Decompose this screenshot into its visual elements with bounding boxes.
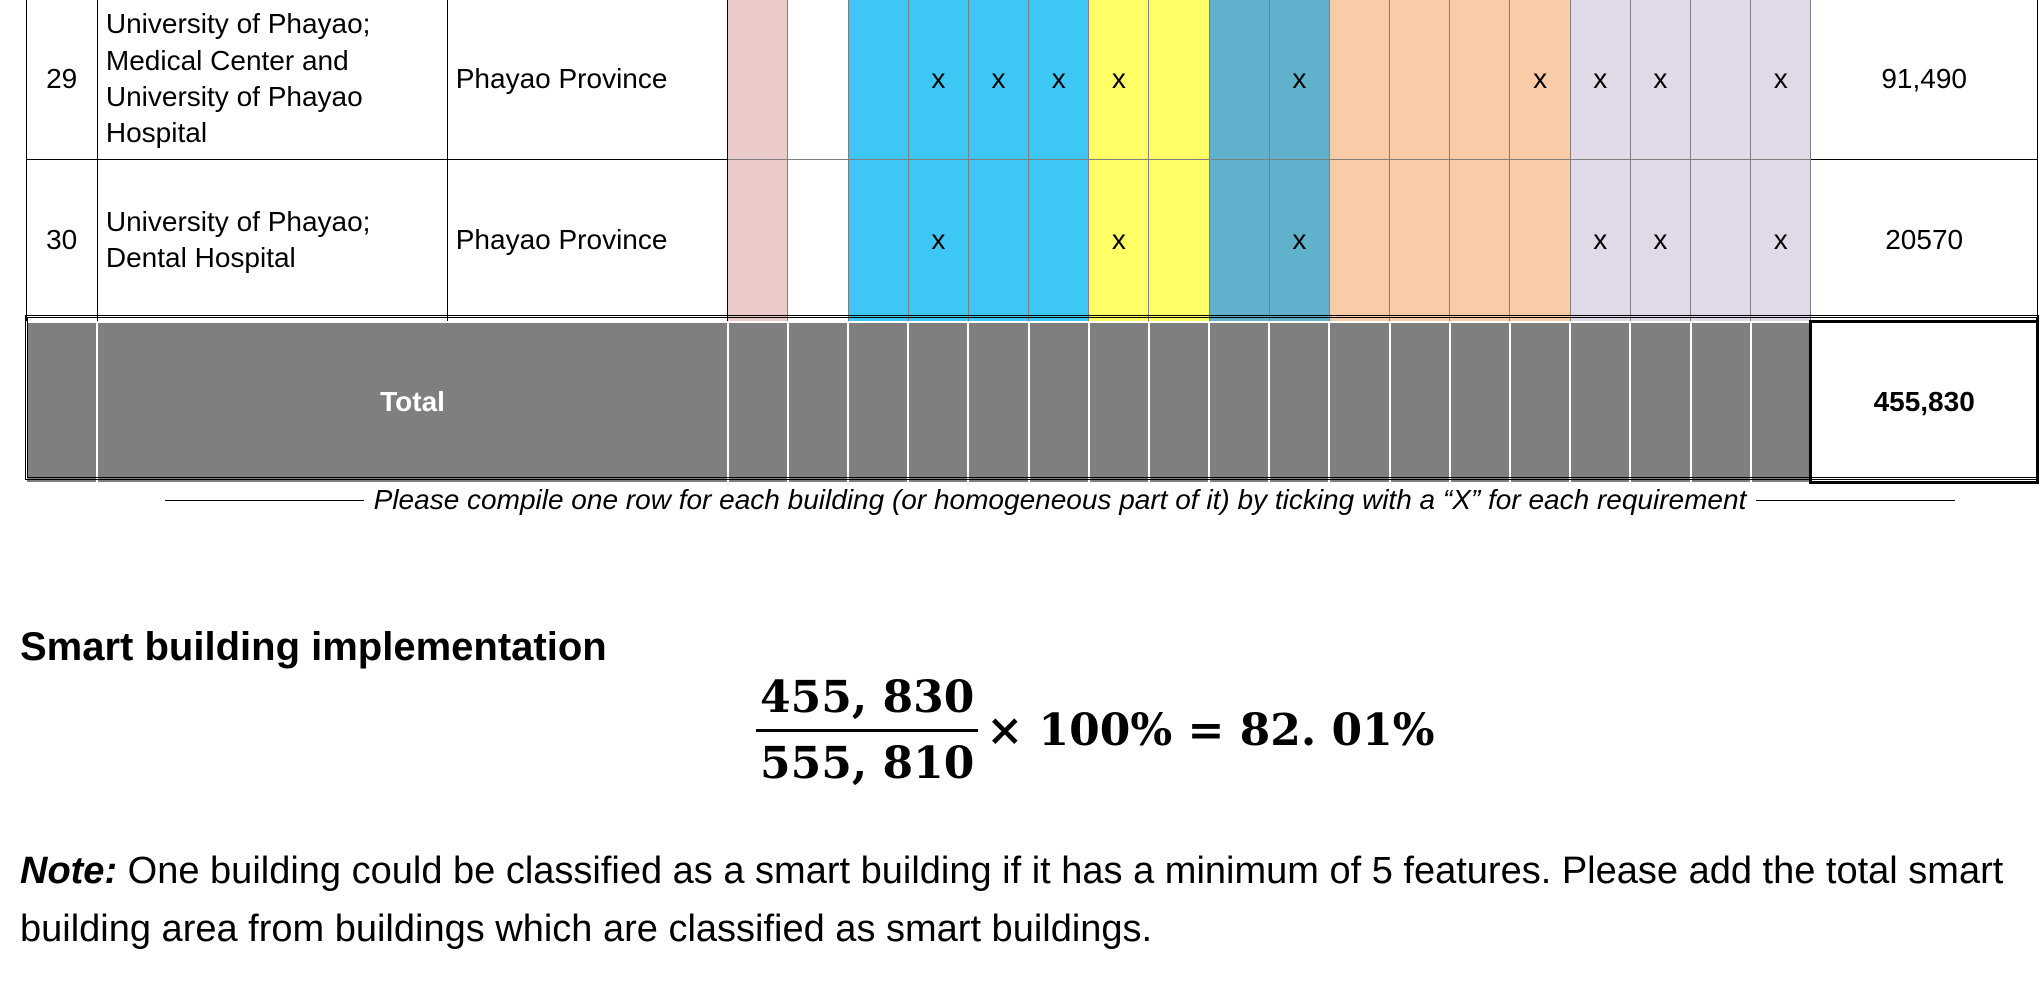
- requirement-cell: [1029, 160, 1089, 322]
- requirement-cell: x: [1751, 160, 1811, 322]
- requirement-cell: [1691, 0, 1751, 160]
- requirement-cell: [1390, 160, 1450, 322]
- requirement-cell: x: [1089, 160, 1149, 322]
- requirement-cell: x: [1570, 0, 1630, 160]
- table-row: [26, 160, 2038, 322]
- caption-rule-right: [1756, 500, 1955, 501]
- requirement-cell: [1329, 0, 1389, 160]
- requirement-cell: [848, 160, 908, 322]
- total-grey-cell: [1691, 322, 1751, 483]
- table-caption: [155, 484, 1965, 516]
- requirement-cell: x: [908, 160, 968, 322]
- requirement-cell: [1450, 160, 1510, 322]
- requirement-cell: [1450, 0, 1510, 160]
- total-grey-cell: [1329, 322, 1389, 483]
- note-text: One building could be classified as a smart building if it has a minimum of 5 features. Please add the total smart building area from buildings which are classified as smart buildings.: [20, 850, 2004, 950]
- total-blank-cell: [26, 322, 97, 483]
- building-name: University of Phayao; Dental Hospital: [97, 160, 447, 322]
- building-location: Phayao Province: [447, 0, 728, 160]
- caption-text: Please compile one row for each building (or homogeneous part of it) by ticking with a “X” for each requirement: [373, 484, 1747, 515]
- total-grey-cell: [1269, 322, 1329, 483]
- building-location: Phayao Province: [447, 160, 728, 322]
- implementation-formula: [756, 672, 1435, 789]
- total-grey-cell: [1450, 322, 1510, 483]
- requirement-cell: x: [1570, 160, 1630, 322]
- requirement-cell: [1209, 160, 1269, 322]
- formula-result: × 100% = 82. 01%: [986, 705, 1435, 756]
- requirement-cell: x: [1269, 0, 1329, 160]
- requirement-cell: x: [1510, 0, 1570, 160]
- table-row: [26, 0, 2038, 160]
- requirement-cell: x: [1630, 0, 1690, 160]
- requirement-cell: x: [1630, 160, 1690, 322]
- building-area: 20570: [1811, 160, 2038, 322]
- total-grey-cell: [1029, 322, 1089, 483]
- requirement-cell: [1209, 0, 1269, 160]
- requirement-cell: x: [1029, 0, 1089, 160]
- requirement-cell: [728, 160, 788, 322]
- total-grey-cell: [1149, 322, 1209, 483]
- note-label: Note:: [20, 850, 118, 892]
- total-grey-cell: [728, 322, 788, 483]
- requirement-cell: [968, 160, 1028, 322]
- caption-rule-left: [165, 500, 364, 501]
- requirement-cell: [1149, 160, 1209, 322]
- total-grey-cell: [1751, 322, 1811, 483]
- requirement-cell: x: [968, 0, 1028, 160]
- smart-building-table: [25, 0, 2039, 484]
- requirement-cell: x: [1269, 160, 1329, 322]
- requirement-cell: [728, 0, 788, 160]
- total-label: Total: [97, 322, 727, 483]
- fraction-numerator: 455, 830: [756, 672, 978, 732]
- total-grey-cell: [1630, 322, 1690, 483]
- total-grey-cell: [1209, 322, 1269, 483]
- total-grey-cell: [1570, 322, 1630, 483]
- total-row: [26, 322, 2038, 483]
- row-number: 30: [26, 160, 97, 322]
- requirement-cell: [788, 160, 848, 322]
- requirement-cell: x: [908, 0, 968, 160]
- row-number: 29: [26, 0, 97, 160]
- total-grey-cell: [848, 322, 908, 483]
- note-paragraph: [20, 842, 2020, 958]
- total-grey-cell: [788, 322, 848, 483]
- building-name: University of Phayao; Medical Center and University of Phayao Hospital: [97, 0, 447, 160]
- building-area: 91,490: [1811, 0, 2038, 160]
- section-heading: Smart building implementation: [20, 625, 607, 669]
- total-grey-cell: [1510, 322, 1570, 483]
- total-grey-cell: [968, 322, 1028, 483]
- total-grey-cell: [1089, 322, 1149, 483]
- requirement-cell: [1510, 160, 1570, 322]
- requirement-cell: [1329, 160, 1389, 322]
- total-grey-cell: [908, 322, 968, 483]
- requirement-cell: x: [1751, 0, 1811, 160]
- total-area-value: 455,830: [1811, 322, 2038, 483]
- requirement-cell: x: [1089, 0, 1149, 160]
- requirement-cell: [1390, 0, 1450, 160]
- fraction-denominator: 555, 810: [760, 738, 975, 789]
- requirement-cell: [788, 0, 848, 160]
- fraction: [756, 672, 978, 789]
- total-grey-cell: [1390, 322, 1450, 483]
- requirement-cell: [1149, 0, 1209, 160]
- requirement-cell: [1691, 160, 1751, 322]
- requirement-cell: [848, 0, 908, 160]
